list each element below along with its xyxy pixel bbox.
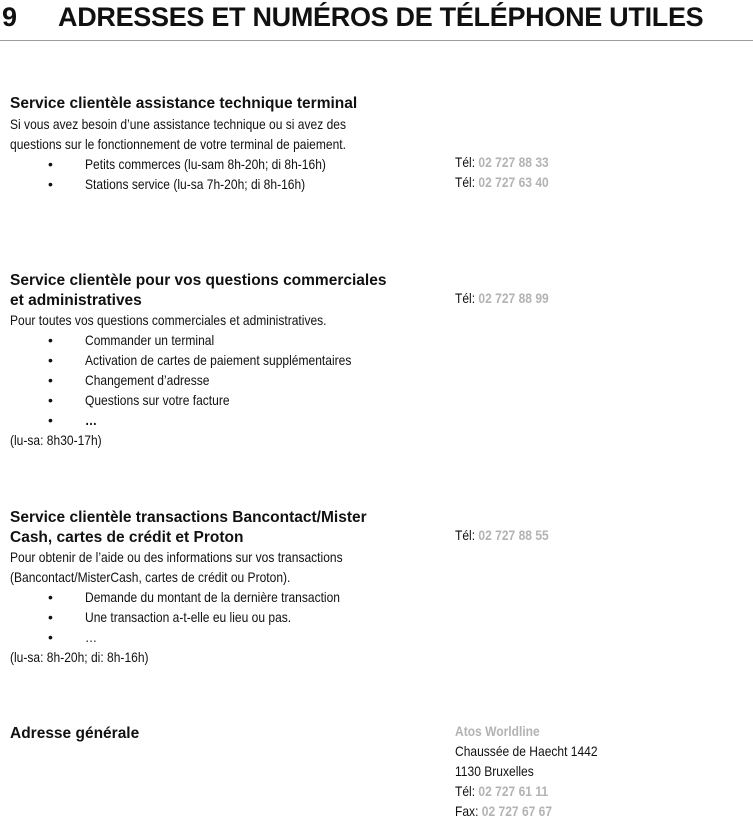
fax-label: Fax: (455, 803, 482, 819)
list-item-text: Changement d’adresse (85, 372, 210, 388)
bullet-icon: • (48, 412, 53, 428)
list-item (10, 410, 415, 430)
page-title: ADRESSES ET NUMÉROS DE TÉLÉPHONE UTILES (58, 2, 704, 32)
page-header (0, 0, 753, 41)
list-item (10, 370, 415, 390)
list-item-text: Demande du montant de la dernière transaction (85, 589, 341, 605)
bullet-list (10, 154, 415, 194)
list-item (10, 607, 415, 627)
phone-label: Tél: (455, 290, 479, 306)
fax-line (455, 801, 713, 821)
section-title: Service clientèle assistance technique terminal (10, 95, 358, 112)
phone-number: 02 727 88 99 (478, 290, 549, 306)
list-item-text: … (85, 412, 98, 428)
bullet-icon: • (48, 629, 53, 645)
contact-info (455, 288, 753, 308)
section-title: Adresse générale (10, 725, 140, 742)
list-item (10, 587, 415, 607)
list-item-text: Petits commerces (lu-sam 8h-20h; di 8h-16h) (85, 155, 326, 172)
city-address: 1130 Bruxelles (455, 763, 534, 779)
section-title: Service clientèle transactions Bancontact/Mister (10, 509, 367, 526)
bullet-icon: • (48, 332, 53, 348)
bullet-icon: • (48, 352, 53, 368)
list-item (10, 154, 415, 174)
bullet-icon: • (48, 589, 53, 605)
bullet-icon: • (48, 155, 53, 172)
bullet-icon: • (48, 392, 53, 408)
phone-line (455, 152, 713, 172)
section-info (10, 94, 415, 194)
opening-hours: (lu-sa: 8h-20h; di: 8h-16h) (10, 649, 149, 665)
bullet-icon: • (48, 175, 53, 192)
list-item (10, 330, 415, 350)
section-description-line: Pour obtenir de l’aide ou des informations sur vos transactions (10, 549, 343, 565)
list-item (10, 390, 415, 410)
contact-info (455, 525, 753, 545)
list-item-text: Questions sur votre facture (85, 392, 230, 408)
phone-label: Tél: (455, 527, 479, 543)
section-info (10, 724, 415, 744)
phone-label: Tél: (455, 783, 479, 799)
bullet-icon: • (48, 372, 53, 388)
section-info (10, 508, 415, 667)
section-info (10, 271, 415, 450)
section-description-line: Pour toutes vos questions commerciales et administratives. (10, 312, 327, 328)
section-description-line: questions sur le fonctionnement de votre terminal de paiement. (10, 135, 346, 152)
section-description-line: Si vous avez besoin d’une assistance technique ou si avez des (10, 115, 346, 132)
contact-info (455, 152, 753, 192)
section-number: 9 (2, 2, 18, 32)
list-item-text: Activation de cartes de paiement supplémentaires (85, 352, 352, 368)
section-title: Service clientèle pour vos questions commerciales (10, 272, 387, 289)
phone-label: Tél: (455, 154, 479, 170)
bullet-icon: • (48, 609, 53, 625)
phone-number: 02 727 88 33 (478, 154, 549, 170)
list-item (10, 627, 415, 647)
opening-hours: (lu-sa: 8h30-17h) (10, 432, 102, 448)
phone-number: 02 727 61 11 (478, 783, 549, 799)
list-item (10, 350, 415, 370)
phone-label: Tél: (455, 174, 479, 190)
bullet-list (10, 587, 415, 647)
fax-number: 02 727 67 67 (481, 803, 553, 819)
list-item-text: Une transaction a-t-elle eu lieu ou pas. (85, 609, 292, 625)
section-title: Cash, cartes de crédit et Proton (10, 528, 244, 546)
bullet-list (10, 330, 415, 430)
phone-number: 02 727 88 55 (478, 527, 549, 543)
section-title: et administratives (10, 291, 142, 309)
list-item-text: … (85, 629, 98, 645)
list-item-text: Commander un terminal (85, 332, 215, 348)
address-block (455, 721, 753, 821)
phone-number: 02 727 63 40 (478, 174, 549, 190)
section-description-line: (Bancontact/MisterCash, cartes de crédit ou Proton). (10, 569, 291, 585)
street-address: Chaussée de Haecht 1442 (455, 743, 598, 759)
phone-line (455, 525, 713, 545)
phone-line (455, 781, 713, 801)
company-label: Atos Worldline (455, 723, 540, 739)
company-name (455, 721, 713, 741)
phone-line (455, 172, 713, 192)
list-item (10, 174, 415, 194)
list-item-text: Stations service (lu-sa 7h-20h; di 8h-16h) (85, 175, 306, 192)
phone-line (455, 288, 713, 308)
